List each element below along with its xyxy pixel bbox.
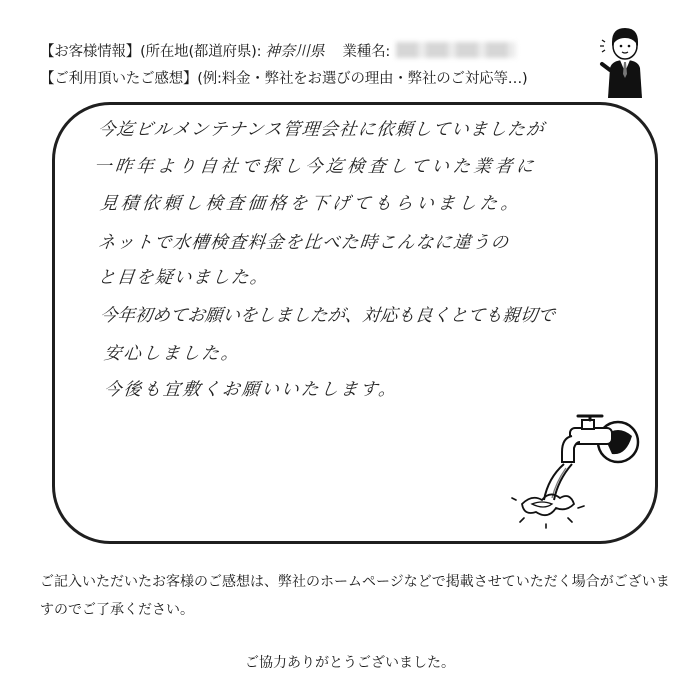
feedback-prompt: 【ご利用頂いたご感想】(例:料金・弊社をお選びの理由・弊社のご対応等…) <box>40 71 528 87</box>
person-icon <box>598 22 650 100</box>
thanks-message: ご協力ありがとうございました。 <box>245 655 455 671</box>
customer-info-line <box>40 40 516 61</box>
publication-notice: ご記入いただいたお客様のご感想は、弊社のホームページなどで掲載させていただく場合がございますのでご了承ください。 <box>40 574 670 618</box>
comment-line: 今迄ビルメンテナンス管理会社に依頼していましたが <box>96 120 546 140</box>
comment-line: 一昨年より自社で探し今迄検査していた業者に <box>92 157 539 177</box>
comment-line: 安心しました。 <box>102 344 242 364</box>
industry-redacted <box>396 42 516 58</box>
comment-line: 今後も宜敷くお願いいたします。 <box>102 380 400 400</box>
comment-line: ネットで水槽検査料金を比べた時こんなに違うの <box>96 233 511 253</box>
comment-line: 今年初めてお願いをしましたが、対応も良くとても親切で <box>98 306 556 326</box>
location-handwritten: 神奈川県 <box>265 42 325 60</box>
comment-line: と目を疑いました。 <box>96 268 270 288</box>
faucet-icon <box>508 408 648 532</box>
industry-label: 業種名: <box>342 44 391 60</box>
comment-line: 見積依頼し検査価格を下げてもらいました。 <box>98 194 523 214</box>
customer-info-label: 【お客様情報】(所在地(都道府県): <box>40 44 262 60</box>
